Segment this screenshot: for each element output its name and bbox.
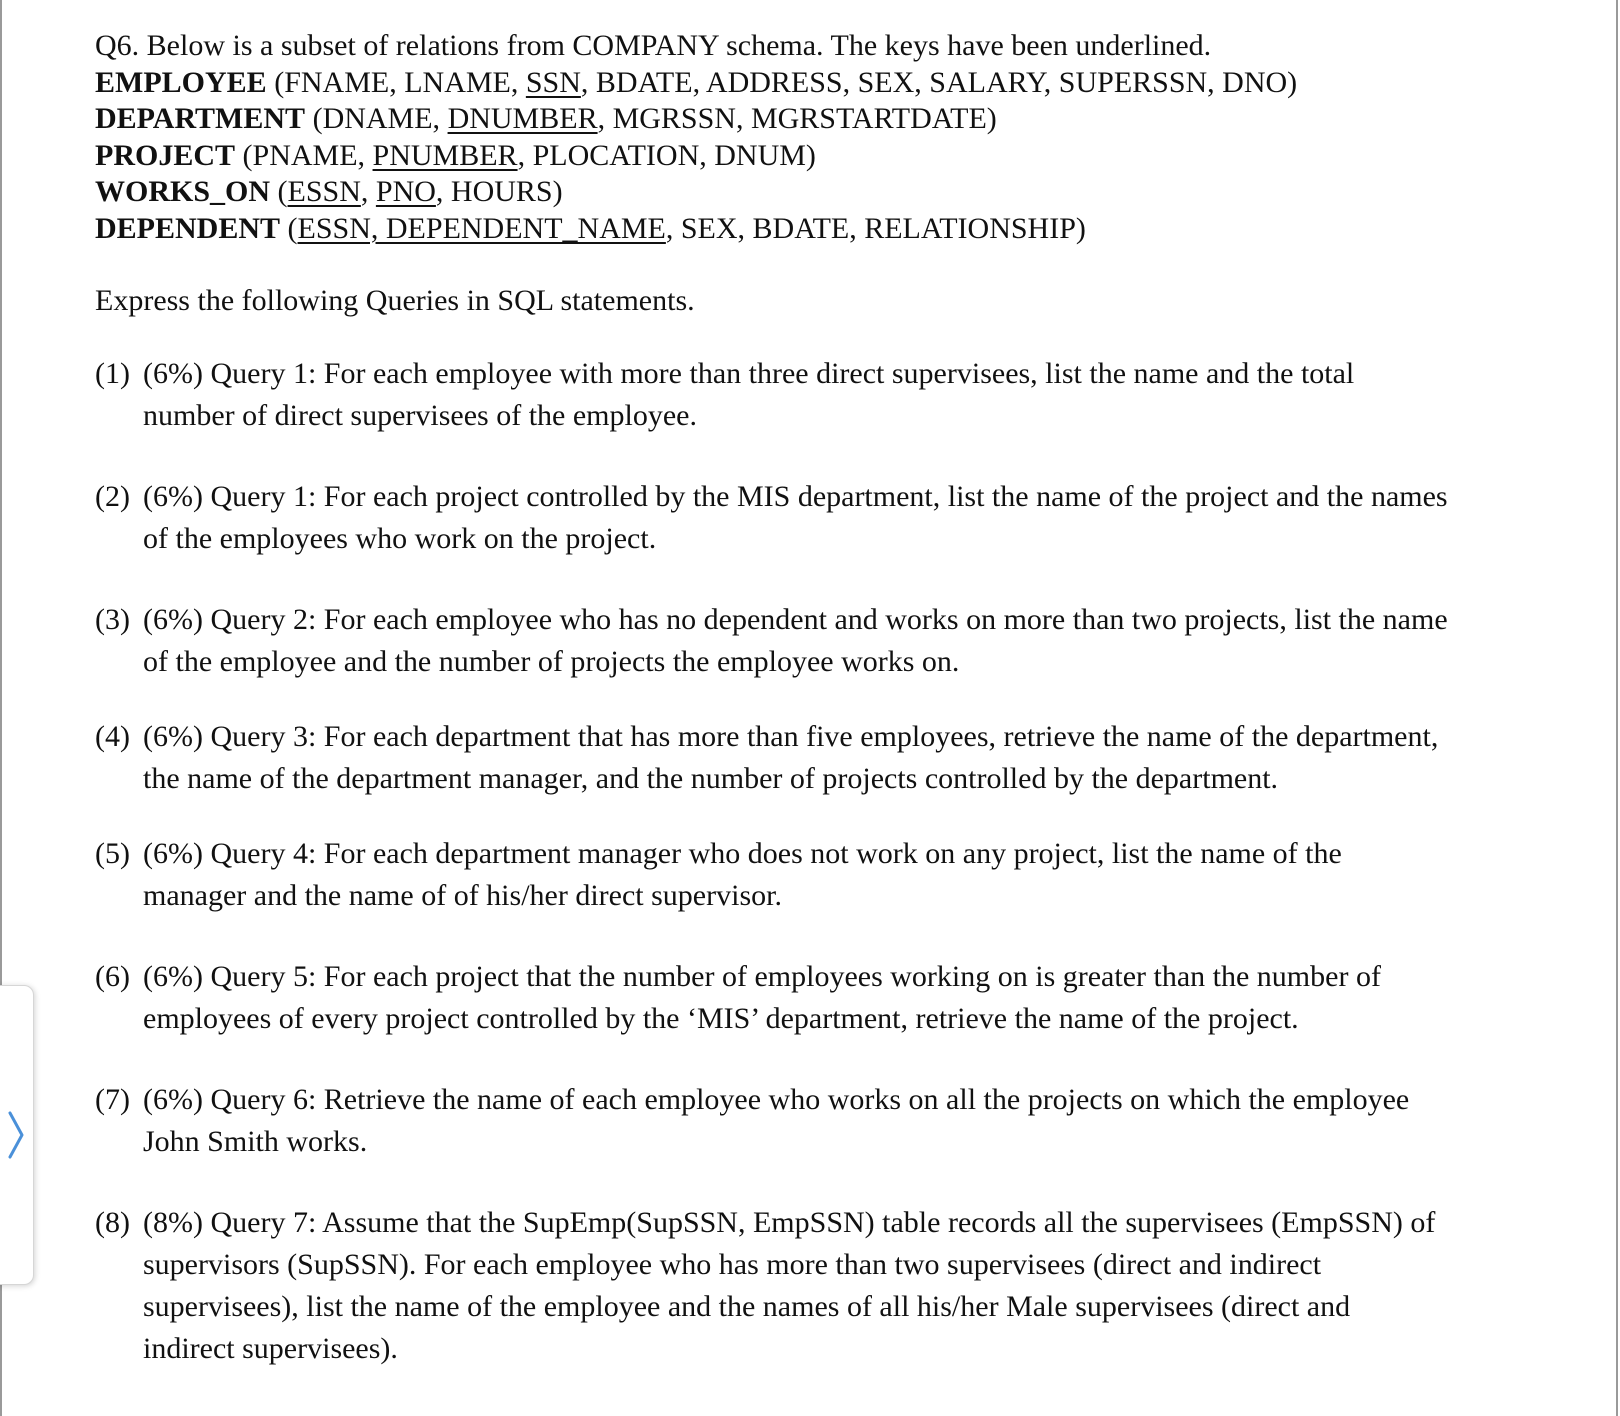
- query-number: (5): [95, 836, 130, 870]
- query-text-line: (8%) Query 7: Assume that the SupEmp(SupSSN, EmpSSN) table records all the supervisees (EmpSSN) of: [143, 1205, 1436, 1239]
- query-text-line: supervisors (SupSSN). For each employee who has more than two supervisees (direct and indirect: [143, 1247, 1322, 1281]
- document-body: [95, 28, 1535, 1370]
- attribute-text: ,: [360, 175, 376, 208]
- relation-open-paren: (: [266, 65, 285, 99]
- query-item: [95, 716, 1535, 800]
- query-item: [95, 1079, 1535, 1163]
- question-heading: Q6. Below is a subset of relations from COMPANY schema. The keys have been underlined.: [95, 29, 1212, 62]
- attribute-text: PNAME,: [252, 138, 373, 172]
- query-text-line: number of direct supervisees of the employee.: [143, 398, 697, 432]
- key-attribute: ESSN: [287, 175, 361, 208]
- query-item: [95, 956, 1535, 1040]
- query-text-line: employees of every project controlled by the ‘MIS’ department, retrieve the name of the project.: [143, 1001, 1299, 1035]
- relation-name: WORKS_ON: [95, 175, 271, 208]
- query-item: [95, 353, 1535, 437]
- query-number: (7): [95, 1082, 130, 1116]
- relation-department: [95, 101, 1535, 138]
- relation-employee: [95, 65, 1535, 102]
- query-text-line: supervisees), list the name of the employee and the names of all his/her Male supervisees (direct and: [143, 1289, 1351, 1323]
- key-attribute: SSN: [525, 65, 581, 99]
- attribute-text: , BDATE, ADDRESS, SEX, SALARY, SUPERSSN, DNO): [580, 65, 1298, 99]
- relation-dependent: [95, 211, 1535, 248]
- query-number: (8): [95, 1205, 130, 1239]
- attribute-text: , SEX, BDATE, RELATIONSHIP): [665, 211, 1086, 245]
- query-number: (3): [95, 602, 130, 636]
- query-number: (1): [95, 356, 130, 390]
- attribute-text: FNAME, LNAME,: [284, 65, 526, 99]
- attribute-text: , MGRSSN, MGRSTARTDATE): [597, 102, 997, 135]
- query-text-line: of the employees who work on the project.: [143, 521, 657, 555]
- key-attribute: PNO: [375, 175, 436, 208]
- query-text-line: (6%) Query 4: For each department manager who does not work on any project, list the name of the: [143, 836, 1342, 870]
- query-number: (6): [95, 959, 130, 993]
- query-number: (4): [95, 719, 130, 753]
- query-text-line: (6%) Query 2: For each employee who has no dependent and works on more than two projects, list the name: [143, 602, 1448, 636]
- query-list: [95, 353, 1535, 1370]
- relation-open-paren: (: [235, 138, 253, 172]
- query-text-line: (6%) Query 1: For each project controlled by the MIS department, list the name of the project and the names: [143, 479, 1448, 513]
- query-text-line: the name of the department manager, and the number of projects controlled by the department.: [143, 761, 1279, 795]
- key-attribute: PNUMBER: [372, 138, 518, 172]
- query-item: [95, 833, 1535, 917]
- query-item: [95, 1202, 1535, 1370]
- instruction-text: Express the following Queries in SQL statements.: [95, 284, 695, 317]
- query-text-line: indirect supervisees).: [143, 1331, 398, 1365]
- attribute-text: , PLOCATION, DNUM): [517, 138, 816, 172]
- page-right-border: [1616, 0, 1618, 1416]
- attribute-text: , HOURS): [435, 175, 563, 208]
- query-text-line: of the employee and the number of projects the employee works on.: [143, 644, 960, 678]
- query-text-line: (6%) Query 3: For each department that has more than five employees, retrieve the name of the department,: [143, 719, 1439, 753]
- chevron-right-icon: [5, 1110, 27, 1160]
- query-text-line: (6%) Query 6: Retrieve the name of each employee who works on all the projects on which the employee: [143, 1082, 1410, 1116]
- query-item: [95, 599, 1535, 683]
- relation-project: [95, 138, 1535, 175]
- relation-name: EMPLOYEE: [95, 65, 267, 99]
- relation-open-paren: (: [280, 211, 298, 245]
- relation-name: DEPENDENT: [95, 211, 281, 245]
- relation-open-paren: (: [305, 102, 323, 135]
- relation-schema-list: [95, 65, 1535, 248]
- query-text-line: (6%) Query 1: For each employee with more than three direct supervisees, list the name and the total: [143, 356, 1355, 390]
- key-attribute: ESSN, DEPENDENT_NAME: [297, 211, 666, 245]
- key-attribute: DNUMBER: [447, 102, 598, 135]
- relation-name: PROJECT: [95, 138, 236, 172]
- relation-open-paren: (: [270, 175, 288, 208]
- query-text-line: (6%) Query 5: For each project that the number of employees working on is greater than the number of: [143, 959, 1381, 993]
- query-item: [95, 476, 1535, 560]
- relation-works-on: [95, 174, 1535, 211]
- side-panel-toggle-button[interactable]: [0, 985, 34, 1285]
- attribute-text: DNAME,: [322, 102, 448, 135]
- query-text-line: manager and the name of of his/her direct supervisor.: [143, 878, 782, 912]
- query-text-line: John Smith works.: [143, 1124, 368, 1158]
- query-number: (2): [95, 479, 130, 513]
- relation-name: DEPARTMENT: [95, 102, 306, 135]
